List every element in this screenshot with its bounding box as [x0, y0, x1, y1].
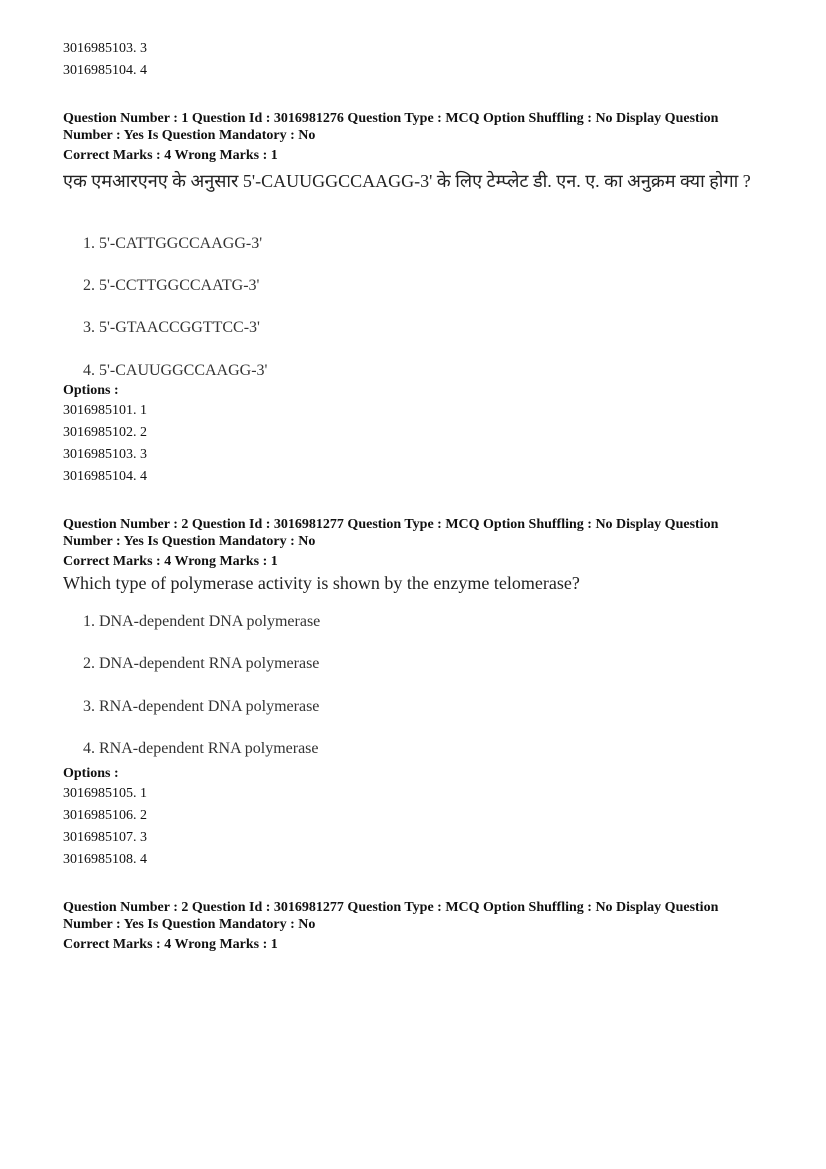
option-code: 3016985103. 3 — [63, 447, 147, 462]
option-code: 3016985102. 2 — [63, 425, 147, 440]
answer-choice: 4. RNA-dependent RNA polymerase — [83, 740, 319, 757]
question-marks: Correct Marks : 4 Wrong Marks : 1 — [63, 937, 278, 952]
options-label: Options : — [63, 383, 119, 398]
answer-choice: 1. 5'-CATTGGCCAAGG-3' — [83, 235, 263, 252]
option-code: 3016985104. 4 — [63, 63, 147, 78]
option-code: 3016985105. 1 — [63, 786, 147, 801]
question-marks: Correct Marks : 4 Wrong Marks : 1 — [63, 554, 278, 569]
option-code: 3016985104. 4 — [63, 469, 147, 484]
answer-choice: 1. DNA-dependent DNA polymerase — [83, 613, 321, 630]
question-text: Which type of polymerase activity is shown by the enzyme telomerase? — [63, 573, 580, 593]
answer-choice: 2. 5'-CCTTGGCCAATG-3' — [83, 277, 260, 294]
question-meta-line1: Question Number : 2 Question Id : 3016981277 Question Type : MCQ Option Shuffling : No Display Question — [63, 517, 719, 532]
option-code: 3016985106. 2 — [63, 808, 147, 823]
answer-choice: 4. 5'-CAUUGGCCAAGG-3' — [83, 362, 268, 379]
answer-choice: 2. DNA-dependent RNA polymerase — [83, 655, 320, 672]
option-code: 3016985101. 1 — [63, 403, 147, 418]
question-meta-line1: Question Number : 2 Question Id : 3016981277 Question Type : MCQ Option Shuffling : No Display Question — [63, 900, 719, 915]
option-code: 3016985108. 4 — [63, 852, 147, 867]
question-meta-line1: Question Number : 1 Question Id : 3016981276 Question Type : MCQ Option Shuffling : No Display Question — [63, 111, 719, 126]
question-meta-line2: Number : Yes Is Question Mandatory : No — [63, 128, 316, 143]
question-marks: Correct Marks : 4 Wrong Marks : 1 — [63, 148, 278, 163]
question-meta-line2: Number : Yes Is Question Mandatory : No — [63, 534, 316, 549]
answer-choice: 3. 5'-GTAACCGGTTCC-3' — [83, 319, 260, 336]
options-label: Options : — [63, 766, 119, 781]
question-meta-line2: Number : Yes Is Question Mandatory : No — [63, 917, 316, 932]
option-code: 3016985103. 3 — [63, 41, 147, 56]
option-code: 3016985107. 3 — [63, 830, 147, 845]
answer-choice: 3. RNA-dependent DNA polymerase — [83, 698, 320, 715]
question-text: एक एमआरएनए के अनुसार 5'-CAUUGGCCAAGG-3' के लिए टेम्प्लेट डी. एन. ए. का अनुक्रम क्या होगा ? — [63, 171, 751, 191]
